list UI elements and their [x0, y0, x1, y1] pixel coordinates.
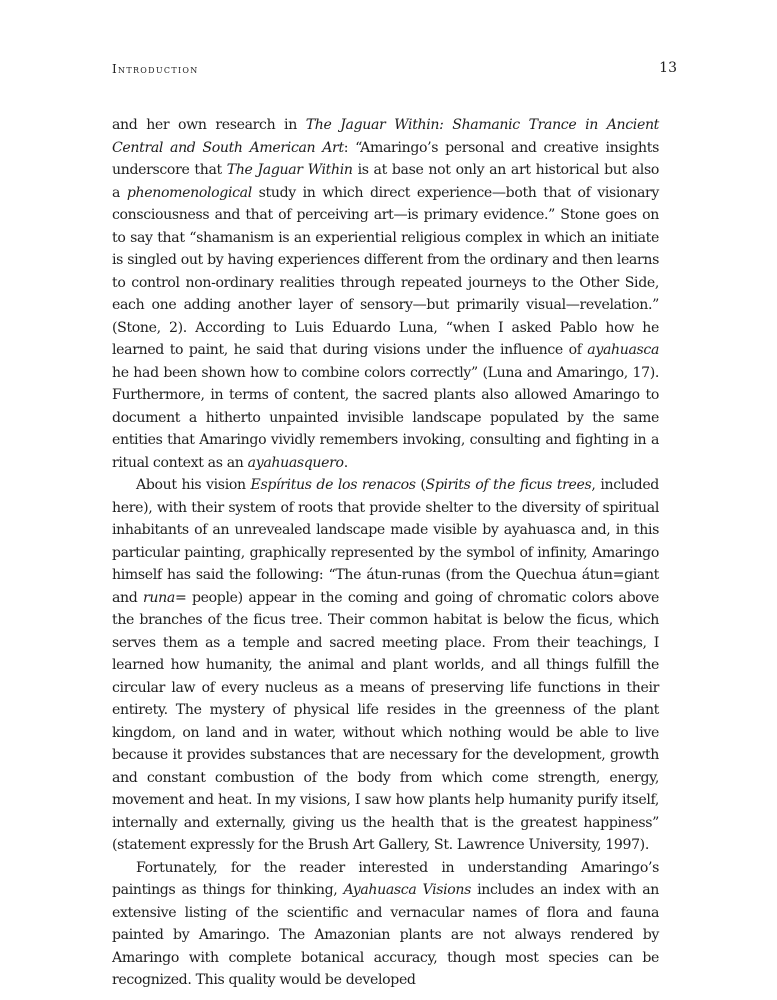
paragraph-1 [112, 114, 659, 474]
text-run: , included here), with their system of roots that provide shelter to the diversity of spiritual inhabitants of an unrevealed landscape made visible by ayahuasca and, in this particular painting, graphically represented by the symbol of infinity, Amaringo himself has said the following: “The átun-runas (from the Quechua átun=giant and [112, 477, 659, 606]
text-run: he had been shown how to combine colors correctly” (Luna and Amaringo, 17). Furthermore, in terms of content, the sacred plants also allowed Amaringo to document a hitherto unpainted invisible landscape populated by the same entities that Amaringo vividly remembers invoking, consulting and fighting in a ritual context as an [112, 364, 659, 471]
text-run: . [343, 454, 348, 471]
page-number: 13 [659, 60, 677, 76]
painting-title-italic: Espíritus de los renacos [250, 477, 416, 493]
running-head: Introduction [112, 62, 199, 76]
text-run: About his vision [136, 477, 251, 493]
italic-term: ayahuasca [587, 342, 659, 358]
painting-title-italic: Spirits of the ficus trees [425, 477, 592, 493]
text-run: study in which direct experience—both that of visionary consciousness and that of perceiving art—is primary evidence.” Stone goes on to say that “shamanism is an experiential religious complex in which an initiate is singled out by having experiences different from the ordinary and then learns to control non-ordinary realities through repeated journeys to the Other Side, each one adding another layer of sensory—but primarily visual—revelation.” (Stone, 2). According to Luis Eduardo Luna, “when I asked Pablo how he learned to paint, he said that during visions under the influence of [112, 184, 660, 358]
paragraph-3 [112, 857, 659, 992]
body-text [112, 114, 659, 992]
italic-term: runa [143, 589, 175, 606]
book-title-italic: The Jaguar Within: Shamanic Trance in Ancient Central and South American Art [112, 117, 659, 156]
text-run: = people) appear in the coming and going of chromatic colors above the branches of the ficus tree. Their common habitat is below the ficus, which serves them as a temple and sacred meeting place. From their teachings, I learned how humanity, the animal and plant worlds, and all things fulfill the circular law of every nucleus as a means of preserving life functions in their entirety. The mystery of physical life resides in the greenness of the plant kingdom, on land and in water, without which nothing would be able to live because it provides substances that are necessary for the development, growth and constant combustion of the body from which come strength, energy, movement and heat. In my visions, I saw how plants help humanity purify itself, internally and externally, giving us the health that is the greatest happiness” (statement expressly for the Brush Art Gallery, St. Lawrence University, 1997). [112, 589, 659, 853]
text-run: and her own research in [112, 117, 306, 133]
text-run: includes an index with an extensive listing of the scientific and vernacular names of flora and fauna painted by Amaringo. The Amazonian plants are not always rendered by Amaringo with complete botanical accuracy, though most species can be recognized. This quality would be developed [112, 882, 659, 988]
italic-term: ayahuasquero [247, 454, 344, 471]
text-run: Fortunately, for the reader interested in understanding Amaringo’s paintings as things for thinking, [112, 859, 659, 898]
text-run: ( [415, 477, 426, 493]
italic-term: phenomenological [126, 184, 252, 201]
text-run: is at base not only an art historical but also a [112, 162, 659, 201]
book-title-italic: Ayahuasca Visions [343, 882, 472, 898]
paragraph-2 [112, 474, 659, 857]
book-title-italic: The Jaguar Within [226, 162, 353, 178]
text-run: : “Amaringo’s personal and creative insights underscore that [112, 139, 659, 178]
